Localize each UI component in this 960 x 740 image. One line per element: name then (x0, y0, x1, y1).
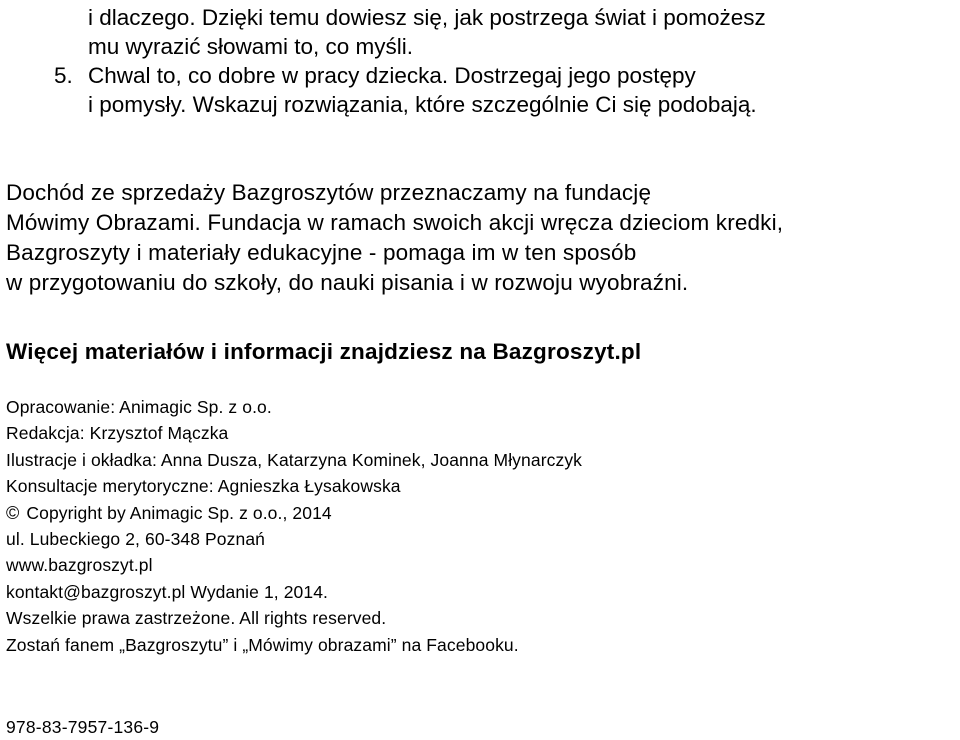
illustrations-credit: Ilustracje i okładka: Anna Dusza, Katarzyna Kominek, Joanna Młynarczyk (6, 449, 583, 470)
copyright-text: Copyright by Animagic Sp. z o.o., 2014 (26, 502, 332, 523)
paragraph-line: w przygotowaniu do szkoły, do nauki pisania i w rozwoju wyobraźni. (6, 270, 689, 295)
copyright-icon: © (6, 502, 20, 523)
rights-notice: Wszelkie prawa zastrzeżone. All rights reserved. (6, 608, 387, 629)
list-item-text: mu wyrazić słowami to, co myśli. (88, 34, 414, 59)
list-item-text: i dlaczego. Dzięki temu dowiesz się, jak postrzega świat i pomożesz (88, 5, 766, 30)
contact-edition: kontakt@bazgroszyt.pl Wydanie 1, 2014. (6, 581, 328, 602)
list-item-text: i pomysły. Wskazuj rozwiązania, które szczególnie Ci się podobają. (88, 92, 757, 117)
consultation-credit: Konsultacje merytoryczne: Agnieszka Łysakowska (6, 476, 401, 497)
prepared-by: Opracowanie: Animagic Sp. z o.o. (6, 397, 272, 417)
paragraph-line: Bazgroszyty i materiały edukacyjne - pomaga im w ten sposób (6, 240, 637, 265)
more-info-heading: Więcej materiałów i informacji znajdziesz na Bazgroszyt.pl (6, 339, 642, 364)
list-item-continuation (0, 3, 960, 32)
isbn: 978-83-7957-136-9 (6, 717, 160, 737)
paragraph-line: Mówimy Obrazami. Fundacja w ramach swoich akcji wręcza dzieciom kredki, (6, 210, 784, 235)
colophon (6, 394, 582, 658)
list-item-text: Chwal to, co dobre w pracy dziecka. Dostrzegaj jego postępy (88, 63, 696, 88)
list-item-5 (0, 61, 960, 90)
list-item-continuation (0, 32, 960, 61)
tips-list (0, 3, 960, 119)
website: www.bazgroszyt.pl (6, 555, 153, 576)
copyright-line (6, 500, 582, 526)
address: ul. Lubeckiego 2, 60-348 Poznań (6, 528, 265, 549)
list-item-5-continuation (0, 90, 960, 119)
editor-credit: Redakcja: Krzysztof Mączka (6, 423, 229, 444)
paragraph-line: Dochód ze sprzedaży Bazgroszytów przeznaczamy na fundację (6, 180, 652, 205)
facebook-notice: Zostań fanem „Bazgroszytu” i „Mówimy obrazami” na Facebooku. (6, 634, 519, 655)
donation-paragraph (6, 178, 956, 298)
list-item-number: 5. (54, 63, 73, 88)
